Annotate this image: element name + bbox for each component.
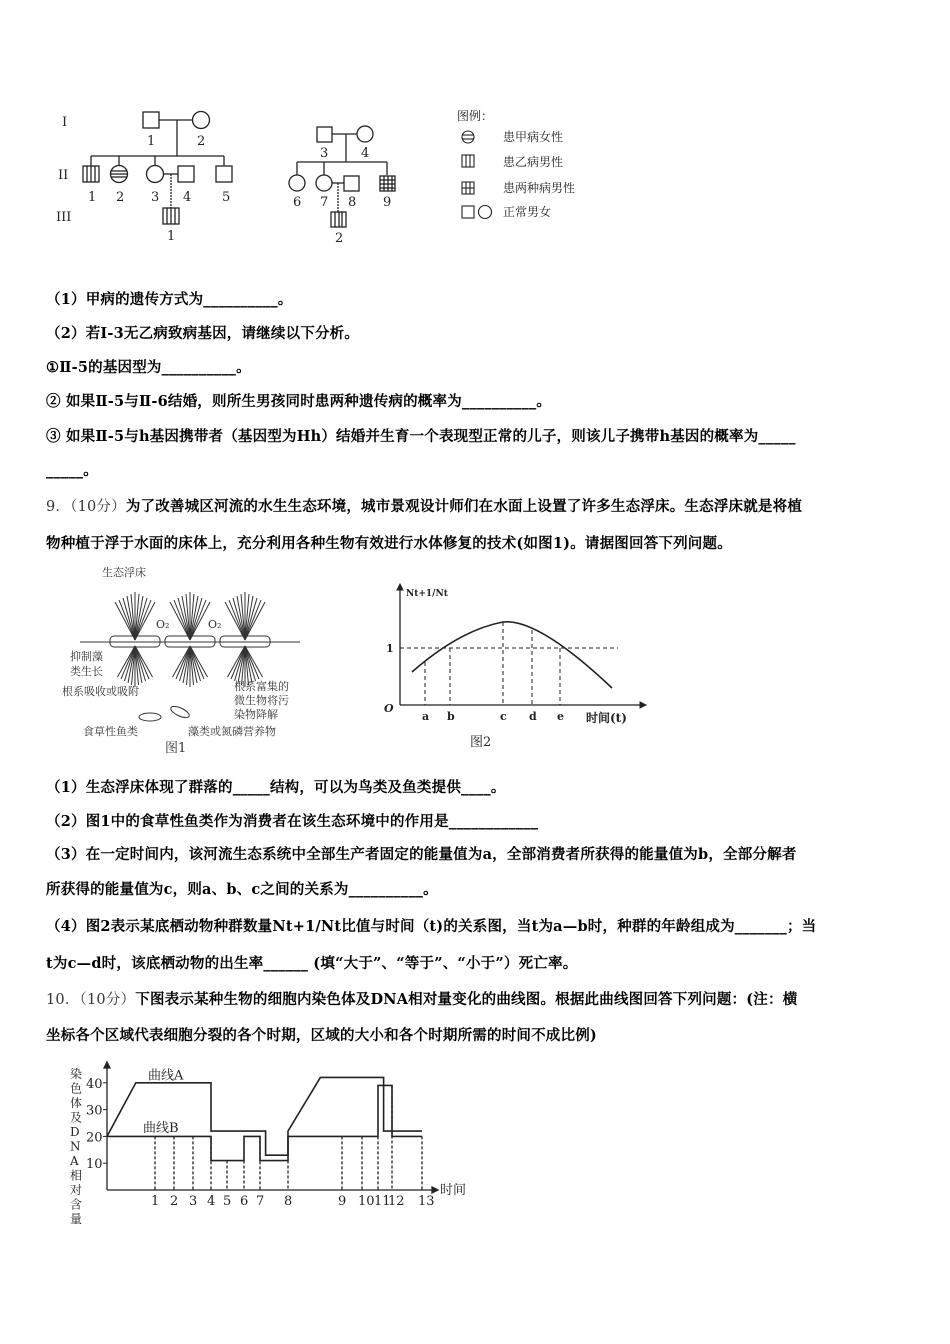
series-label-a: 曲线A [148, 1068, 184, 1084]
y-axis-label-char: D [70, 1125, 80, 1139]
series-line-a [107, 1077, 422, 1155]
y-axis-label-char: 体 [70, 1096, 83, 1110]
fig1-label: 抑制藻 [70, 650, 103, 663]
individual-number: 3 [151, 190, 160, 205]
y-axis-label-char: 相 [70, 1168, 83, 1183]
individual-number: 5 [222, 190, 231, 205]
fig1-label: 根系富集的 [234, 680, 289, 693]
fig2-xlabel: 时间(t) [586, 711, 627, 725]
y-tick-label: 20 [86, 1130, 103, 1146]
y-tick-label: 10 [86, 1157, 103, 1173]
q9-intro [46, 495, 802, 516]
q9-line: 所获得的能量值为c，则a、b、c之间的关系为__________。 [46, 881, 438, 898]
fig2-xtick: d [529, 710, 537, 723]
individual-number: 3 [320, 146, 329, 161]
question-number: 9．（10分） [46, 499, 126, 515]
pedigree-legend [455, 110, 605, 220]
y-axis-label-char: 量 [70, 1212, 83, 1226]
y-axis-label-char: 及 [70, 1110, 83, 1125]
legend-item: 正常男女 [503, 205, 552, 219]
q8-line: （1）甲病的遗传方式为__________。 [46, 291, 293, 308]
generation-label: I [62, 115, 68, 130]
individual-number: 4 [361, 146, 370, 161]
individual-number: 1 [167, 229, 176, 244]
individual-number: 1 [147, 134, 156, 149]
fig1-label: 类生长 [70, 665, 103, 678]
q10-intro-2: 坐标各个区域代表细胞分裂的各个时期，区域的大小和各个时期所需的时间不成比例) [46, 1027, 597, 1044]
legend-item: 患乙病男性 [503, 155, 564, 169]
y-tick-label: 40 [86, 1076, 103, 1092]
q8-line: （2）若I-3无乙病致病基因，请继续以下分析。 [46, 325, 360, 342]
x-tick-label: 8 [284, 1194, 293, 1209]
individual-number: 2 [116, 190, 125, 205]
y-tick-label: 30 [86, 1103, 103, 1119]
y-axis-label-char: N [70, 1139, 81, 1154]
x-tick-label: 5 [223, 1194, 232, 1209]
x-tick-label: 1 [151, 1194, 160, 1209]
legend-item: 患两种病男性 [503, 181, 576, 195]
individual-number: 7 [320, 195, 329, 210]
fig1-label: 藻类或氮磷营养物 [188, 725, 276, 738]
x-tick-label: 13 [418, 1194, 435, 1209]
x-tick-label: 4 [207, 1194, 216, 1209]
individual-number: 2 [335, 231, 344, 246]
individual-number: 8 [348, 195, 357, 210]
q9-intro-text: 为了改善城区河流的水生生态环境，城市景观设计师们在水面上设置了许多生态浮床。生态浮床就是将植 [125, 498, 803, 515]
fig1-label: O₂ [208, 618, 222, 631]
x-tick-label: 12 [388, 1194, 405, 1209]
individual-number: 2 [197, 134, 206, 149]
fig1-label: 染物降解 [234, 708, 278, 721]
y-axis-label-char: 染 [70, 1067, 83, 1081]
figure1-floating-bed [62, 562, 320, 762]
q9-line: t为c—d时，该底栖动物的出生率______ (填“大于”、“等于”、“小于”）死亡率。 [46, 955, 578, 972]
x-tick-label: 7 [256, 1194, 265, 1209]
generation-label: III [56, 210, 72, 225]
q10-intro-text: 下图表示某种生物的细胞内染色体及DNA相对量变化的曲线图。根据此曲线图回答下列问题：(注：横 [135, 991, 798, 1008]
fig2-ylabel: Nt+1/Nt [406, 589, 448, 599]
q8-line: ③ 如果Ⅱ-5与h基因携带者（基因型为Hh）结婚并生育一个表现型正常的儿子，则该儿子携带h基因的概率为_____ [46, 428, 796, 445]
x-tick-label: 2 [170, 1194, 179, 1209]
q8-line: ② 如果Ⅱ-5与Ⅱ-6结婚，则所生男孩同时患两种遗传病的概率为__________。 [46, 393, 552, 410]
y-axis-label-char: 对 [70, 1183, 83, 1197]
x-tick-label: 9 [338, 1194, 347, 1209]
y-axis-label-char: A [70, 1154, 79, 1168]
individual-number: 9 [383, 195, 392, 210]
fig2-caption: 图2 [470, 735, 492, 750]
series-label-b: 曲线B [143, 1121, 179, 1137]
fig2-ytick: 1 [386, 642, 394, 655]
fig1-label: 根系吸收或吸附 [62, 685, 139, 698]
fig1-label: O₂ [156, 618, 170, 631]
x-tick-label: 11 [374, 1194, 391, 1209]
fig2-xtick: a [422, 710, 430, 723]
x-tick-label: 6 [240, 1194, 249, 1209]
fig2-origin: O [384, 702, 394, 715]
question-number: 10．（10分） [46, 992, 136, 1008]
individual-number: 4 [183, 190, 192, 205]
q9-line: （4）图2表示某底栖动物种群数量Nt+1/Nt比值与时间（t)的关系图，当t为a—b时，种群的年龄组成为_______；当 [46, 918, 817, 935]
q9-line: （1）生态浮床体现了群落的_____结构，可以为鸟类及鱼类提供____。 [46, 779, 506, 796]
x-tick-label: 10 [358, 1194, 375, 1209]
x-tick-label: 3 [189, 1194, 198, 1209]
individual-number: 6 [293, 195, 302, 210]
legend-title: 图例： [457, 109, 494, 123]
pedigree-chart [50, 100, 470, 250]
x-axis-label: 时间 [440, 1183, 467, 1198]
fig1-caption: 图1 [165, 741, 187, 756]
q9-line: （3）在一定时间内，该河流生态系统中全部生产者固定的能量值为a，全部消费者所获得的能量值为b，全部分解者 [46, 846, 797, 863]
q9-intro-2: 物种植于浮于水面的床体上，充分利用各种生物有效进行水体修复的技术(如图1)。请据图回答下列问题。 [46, 535, 732, 552]
q8-line: _____。 [46, 462, 98, 479]
generation-label: II [58, 168, 69, 183]
chromosome-dna-chart [0, 1050, 950, 1250]
fig1-label: 生态浮床 [102, 566, 146, 579]
legend-item: 患甲病女性 [503, 130, 564, 144]
fig2-xtick: e [557, 710, 564, 723]
y-axis-label-char: 色 [70, 1081, 83, 1096]
fig1-label: 食草性鱼类 [83, 725, 138, 738]
q9-line: （2）图1中的食草性鱼类作为消费者在该生态环境中的作用是____________ [46, 813, 539, 830]
individual-number: 1 [88, 190, 97, 205]
figure2-ratio-curve [370, 580, 650, 750]
fig1-label: 微生物将污 [234, 694, 289, 707]
q8-line: ①Ⅱ-5的基因型为__________。 [46, 359, 251, 376]
fig2-xtick: b [447, 710, 455, 723]
q10-intro [46, 988, 797, 1009]
y-axis-label-char: 含 [70, 1197, 83, 1212]
fig2-xtick: c [500, 710, 507, 723]
